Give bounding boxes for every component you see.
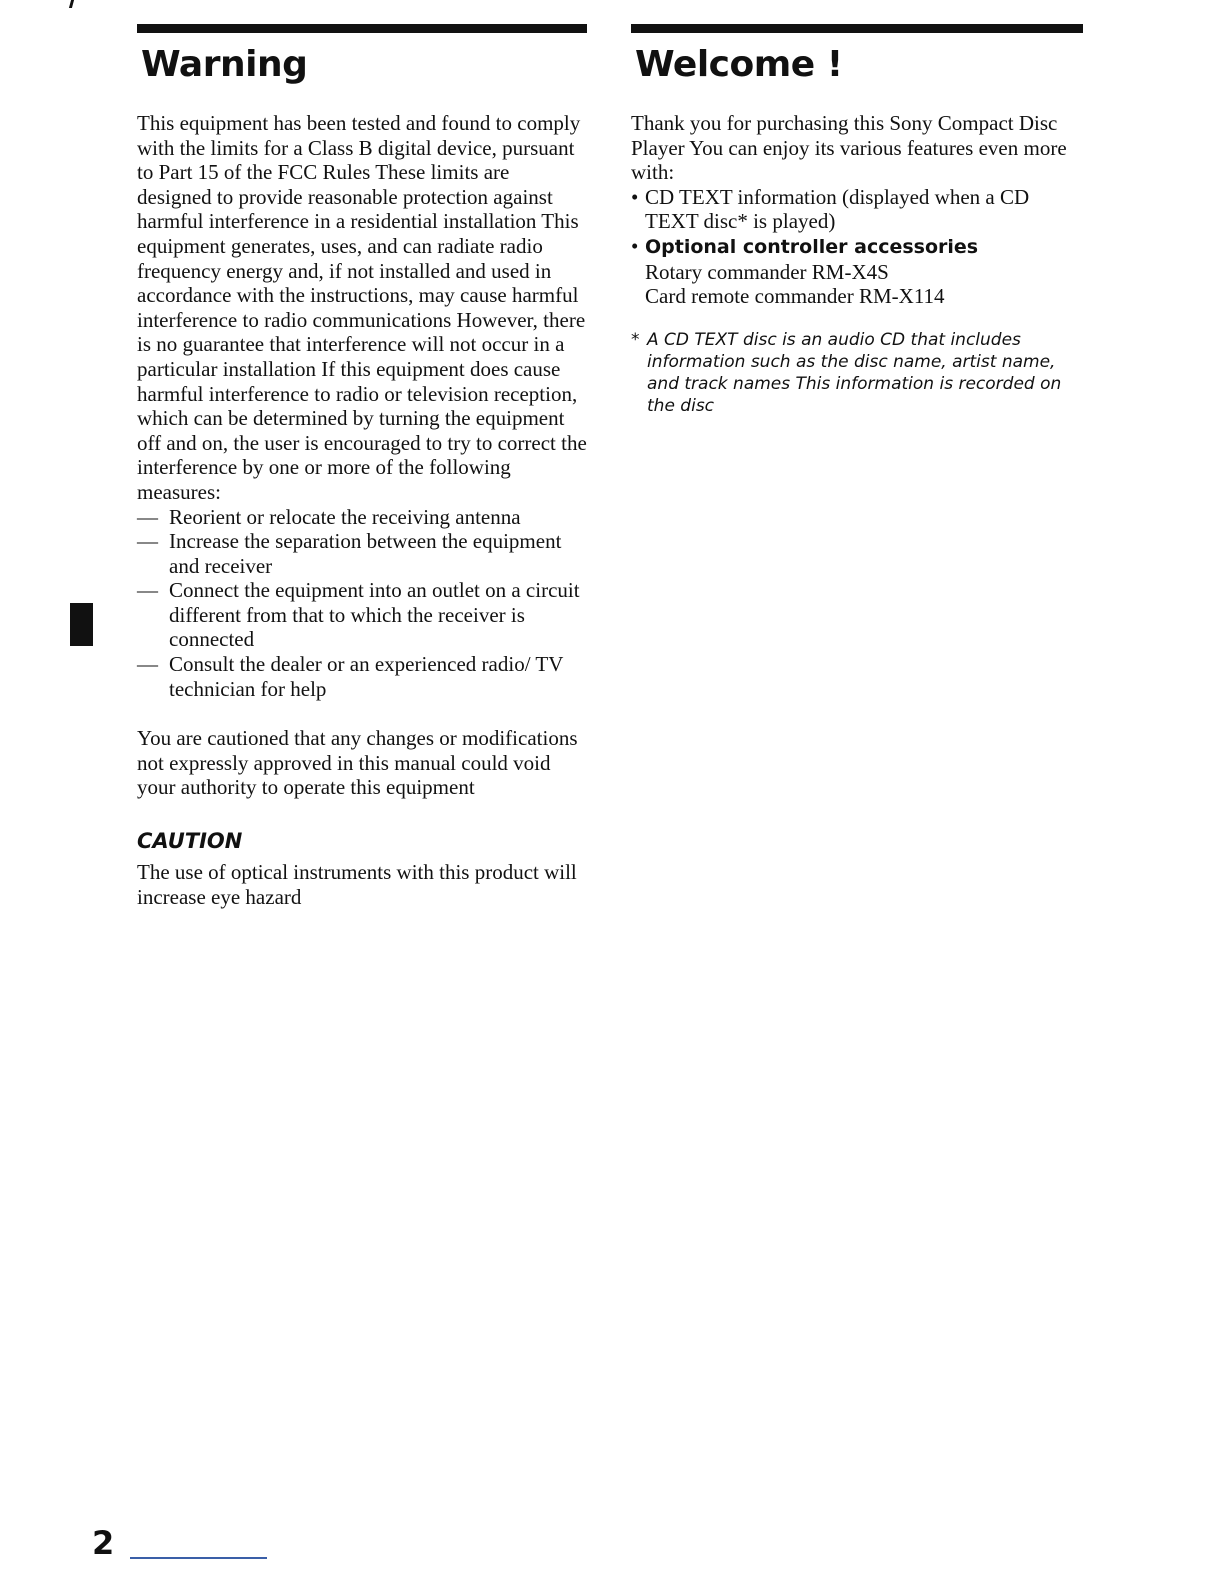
margin-tab-marker	[70, 603, 93, 646]
modification-warning-paragraph: You are cautioned that any changes or modifications not expressly approved in this manual could void your authority to operate this equipment	[137, 726, 578, 800]
features-list	[631, 185, 1083, 309]
caution-heading: CAUTION	[137, 829, 243, 854]
welcome-paragraph: Thank you for purchasing this Sony Compact Disc Player You can enjoy its various features even more with:	[631, 111, 1067, 185]
corner-mark	[69, 0, 74, 8]
caution-text: The use of optical instruments with this product will increase eye hazard	[137, 860, 577, 909]
page-number: 2	[92, 1524, 115, 1562]
page-number-rule	[130, 1557, 267, 1559]
welcome-title-rule	[631, 24, 1083, 33]
footnote-text: A CD TEXT disc is an audio CD that includes information such as the disc name, artist name, and track names This information is recorded on the disc	[647, 329, 1062, 416]
feature-item-cd-text: • CD TEXT information (displayed when a CD TEXT disc* is played)	[631, 185, 1083, 234]
card-remote-commander-item: Card remote commander RM-X114	[645, 284, 945, 309]
optional-controllers-heading: Optional controller accessories	[645, 235, 979, 258]
footnote-asterisk: *	[631, 329, 640, 350]
warning-title-rule	[137, 24, 587, 33]
measure-item: — Consult the dealer or an experienced radio/ TV technician for help	[137, 652, 587, 701]
measure-item: — Reorient or relocate the receiving antenna	[137, 505, 587, 530]
measure-item: — Increase the separation between the equipment and receiver	[137, 529, 587, 578]
feature-item-optional-controllers	[631, 234, 1083, 309]
warning-paragraph: This equipment has been tested and found to comply with the limits for a Class B digital device, pursuant to Part 15 of the FCC Rules These limits are designed to provide reasonable protection against harmful interference in a residential installation This equipment generates, uses, and can radiate radio frequency energy and, if not installed and used in accordance with the instructions, may cause harmful interference to radio communications However, there is no guarantee that interference will not occur in a particular installation If this equipment does cause harmful interference to radio or television reception, which can be determined by turning the equipment off and on, the user is encouraged to try to correct the interference by one or more of the following measures:	[137, 111, 587, 504]
warning-column	[137, 24, 587, 909]
warning-title: Warning	[141, 44, 308, 85]
welcome-column	[631, 24, 1083, 417]
cd-text-footnote	[631, 329, 1083, 417]
welcome-title: Welcome !	[635, 44, 843, 85]
rotary-commander-item: Rotary commander RM-X4S	[645, 259, 889, 284]
measure-item: — Connect the equipment into an outlet on a circuit different from that to which the receiver is connected	[137, 578, 587, 652]
measures-list	[137, 505, 587, 702]
